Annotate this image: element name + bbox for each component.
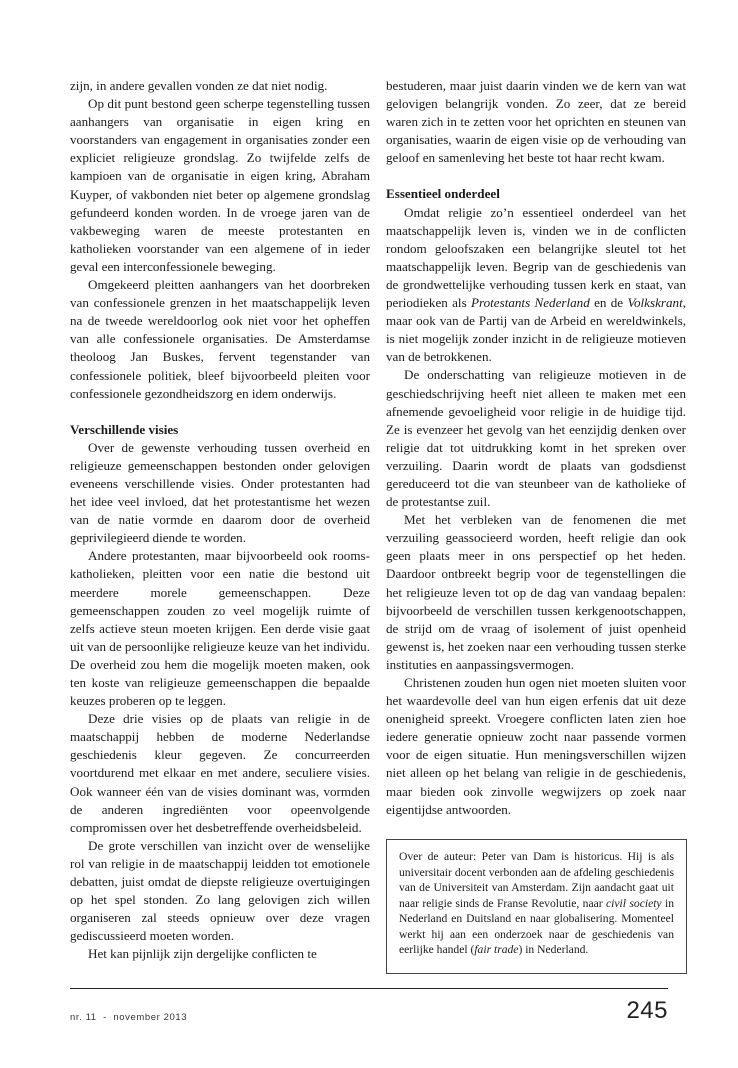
paragraph: Op dit punt bestond geen scherpe tegenstelling tussen aanhangers van organisatie in eigen kring en voorstanders van engagement in organisaties zonder een expliciet religieuze grondslag. Zo twijfelde zelfs de kampioen van de organisatie in eigen kring, Abraham Kuyper, of vakbonden niet beter op algemene grondslag gefundeerd konden worden. In de vroege jaren van de vakbeweging waren de meeste protestanten en katholieken voorstander van een algemene of in ieder geval een interconfessionele beweging. <box>70 96 370 274</box>
paragraph <box>386 204 686 367</box>
paragraph: Deze drie visies op de plaats van religie in de maatschappij hebben de moderne Nederlandse geschiedenis kleur gegeven. Ze concurreerden voortdurend met elkaar en met andere, seculiere visies. Ook wanneer één van de visies dominant was, vormden de anderen ingrediënten voor opeenvolgende compromissen over het desbetreffende overheidsbeleid. <box>70 711 370 835</box>
page-number: 245 <box>626 997 668 1024</box>
emphasis: fair trade <box>474 943 519 956</box>
issue-info: nr. 11 - november 2013 <box>70 1012 188 1023</box>
paragraph-continuation: bestuderen, maar juist daarin vinden we de kern van wat gelovigen belangrijk vonden. Zo zeer, dat ze bereid waren zich in te zetten voor het oprichten en steunen van organisaties, waarin de eigen visie op de verhouding van geloof en samenleving het beste tot haar recht kwam. <box>386 78 686 166</box>
text-run: , maar ook van de Partij van de Arbeid en wereldwinkels, is niet mogelijk zonder inzicht in de religieuze motieven van de betrokkenen. <box>386 295 686 365</box>
text-run: Over de auteur: Peter van Dam is historicus. Hij is als universitair docent verbonden aan de afdeling geschiedenis van de Universiteit van Amsterdam. Zijn aandacht gaat uit naar religie sinds de Franse Revolutie, naar <box>399 850 674 910</box>
periodical-title: Volkskrant <box>627 295 683 311</box>
paragraph: De onderschatting van religieuze motieven in de geschiedschrijving heeft niet alleen te maken met een afnemende gevoeligheid voor religie in de huidige tijd. Ze is evenzeer het gevolg van het eenzijdig denken over religie dat tot uitdrukking komt in het spreken over verzuiling. Daarin wordt de plaats van godsdienst gereduceerd tot die van steunbeer van de katholieke of de protestantse zuil. <box>386 367 686 510</box>
section-heading-verschillende-visies: Verschillende visies <box>70 421 179 437</box>
paragraph: Christenen zouden hun ogen niet moeten sluiten voor het waardevolle deel van hun eigen erfenis dat uit deze onenigheid spreekt. Vroegere conflicten laten zien hoe iedere generatie opnieuw zocht naar passende vormen voor de eigen situatie. Hun meningsverschillen wijzen niet alleen op het belang van religie in de geschiedenis, maar bieden ook zinvolle wegwijzers op zoek naar eigentijdse antwoorden. <box>386 675 686 817</box>
paragraph-continuation: zijn, in andere gevallen vonden ze dat niet nodig. <box>70 78 328 93</box>
text-run: en de <box>589 295 628 311</box>
text-run: ) in Nederland. <box>518 943 589 956</box>
footer-divider <box>70 988 668 989</box>
section-heading-essentieel-onderdeel: Essentieel onderdeel <box>386 186 500 202</box>
paragraph: De grote verschillen van inzicht over de wenselijke rol van religie in de maatschappij leidden tot emotionele debatten, juist omdat de diepste religieuze overtuigingen op het spel stonden. Zo lang gelovigen zich willen organiseren zal steeds opnieuw over deze vragen gediscussieerd moeten worden. <box>70 837 370 944</box>
paragraph: Over de gewenste verhouding tussen overheid en religieuze gemeenschappen bestonden onder gelovigen eveneens verschillende visies. Onder protestanten had het idee veel invloed, dat het protestantisme het wezen van de natie vormde en daarom door de overheid geprivilegieerd diende te worden. <box>70 439 370 546</box>
right-column <box>386 77 686 819</box>
paragraph: Andere protestanten, maar bijvoorbeeld ook rooms-katholieken, pleitten voor een natie die bestond uit meerdere morele gemeenschappen. Deze gemeenschappen zouden zo veel mogelijk ruimte of zelfs actieve steun moeten krijgen. Een derde visie gaat uit van de persoonlijke religieuze keuze van het individu. De overheid zou hem die mogelijk moeten maken, ook ten koste van religieuze gemeenschappen die bepaalde keuzes proberen op te leggen. <box>70 548 370 709</box>
paragraph: Met het verbleken van de fenomenen die met verzuiling geassocieerd worden, heeft religie dan ook geen plaats meer in ons perspectief op het heden. Daardoor ontbreekt begrip voor de tegenstellingen die het religieuze leven tot op de dag van vandaag bepalen: bijvoorbeeld de verschillen tussen kerkgenootschappen, de strijd om de vraag of isolement of juist openheid gewenst is, het zoeken naar een verhouding tussen sterke instituties en aanpassingsvermogen. <box>386 512 686 672</box>
periodical-title: Protestants Nederland <box>471 295 590 311</box>
left-column <box>70 77 370 964</box>
author-info-box <box>386 839 687 974</box>
text-run: Omdat religie zo’n essentieel onderdeel van het maatschappelijk leven is, vinden we in de conflicten rondom geloofszaken een belangrijke sleutel tot het maatschappelijk leven. Begrip van de geschiedenis van de grondwettelijke verhouding tussen kerk en staat, van periodieken als <box>386 204 686 311</box>
text-run: in Nederland en Duitsland en naar globalisering. Momenteel werkt hij aan een onderzoek naar de geschiedenis van eerlijke handel ( <box>399 896 675 956</box>
paragraph: Omgekeerd pleitten aanhangers van het doorbreken van confessionele grenzen in het maatschappelijk leven na de tweede wereldoorlog ook niet voor het opheffen van alle confessionele organisaties. De Amsterdamse theoloog Jan Buskes, fervent tegenstander van confessionele politiek, bleef bijvoorbeeld pleiten voor confessionele gezondheidszorg en idem onderwijs. <box>70 277 370 401</box>
emphasis: civil society <box>606 896 662 910</box>
paragraph: Het kan pijnlijk zijn dergelijke conflicten te <box>88 946 317 962</box>
